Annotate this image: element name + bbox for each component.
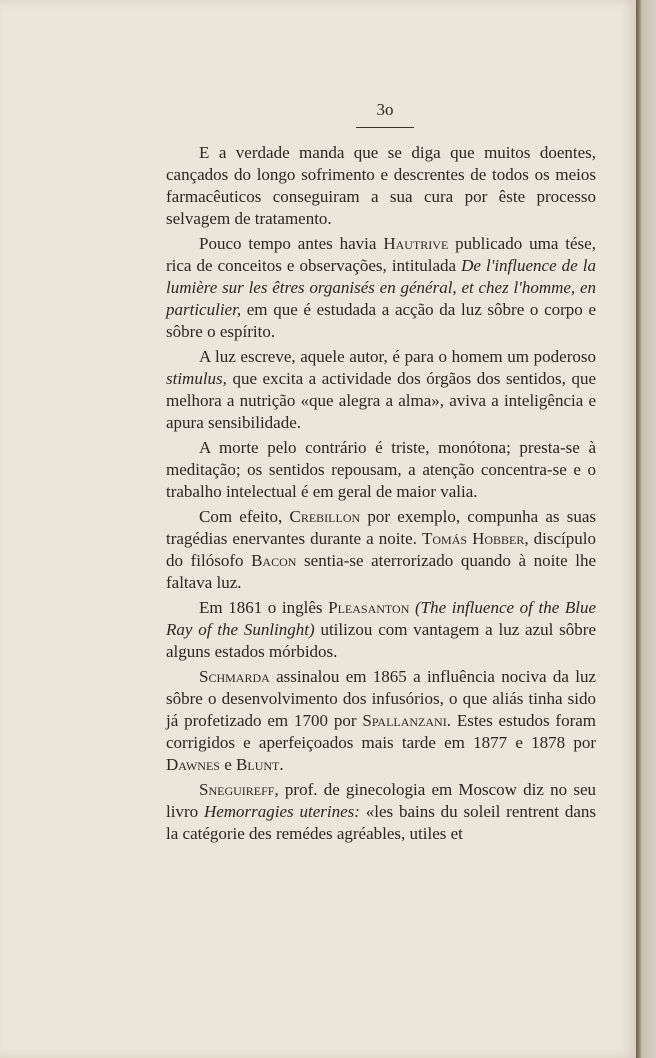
text-run: Pouco tempo antes havia: [199, 234, 384, 253]
text-run: E a verdade manda que se diga que muitos doentes, cançados do longo sofrimento e descrentes de todos os meios farmacêuticos conseguiram a sua cura por êste processo selvagem de tratamento.: [166, 143, 596, 228]
italic-text: (The influence of the Blue Ray of the Sunlinght): [166, 598, 596, 639]
text-run: Em 1861 o inglês: [199, 598, 329, 617]
author-name: Sneguireff: [199, 780, 275, 799]
author-name: Crebillon: [289, 507, 361, 526]
paragraph: [166, 346, 596, 434]
author-name: Dawnes: [166, 755, 220, 774]
text-run: Com efeito,: [199, 507, 290, 526]
body-text: [166, 142, 596, 848]
text-run: .: [279, 755, 284, 774]
author-name: Blunt: [236, 755, 280, 774]
author-name: Bacon: [251, 551, 297, 570]
paragraph: [166, 666, 596, 776]
italic-text: De l'influence de la lumière sur les êtres organisés en général, et chez l'homme, en particulier,: [166, 256, 596, 319]
text-run: e: [219, 755, 237, 774]
author-name: Schmarda: [199, 667, 270, 686]
paragraph: [166, 597, 596, 663]
page-number: 3o: [376, 100, 394, 119]
text-run: em que é estudada a acção da luz sôbre o corpo e sôbre o espírito.: [166, 300, 596, 341]
author-name: Tomás Hobber: [421, 529, 525, 548]
italic-text: Hemorragies uterines:: [203, 802, 360, 821]
paragraph: [166, 506, 596, 594]
text-run: . Estes estudos foram corrigidos e aperfeiçoados mais tarde em 1877 e 1878 por: [166, 711, 596, 752]
page-number-rule: [356, 127, 414, 128]
text-run: , prof. de ginecologia em Moscow diz no seu livro: [166, 780, 596, 821]
text-run: «les bains du soleil rentrent dans la catégorie des remédes agréables, utiles et: [166, 802, 596, 843]
text-run: A morte pelo contrário é triste, monótona; presta-se à meditação; os sentidos repousam, a atenção concentra-se e o trabalho intelectual é em geral de maior valia.: [166, 438, 596, 501]
paragraph: [166, 437, 596, 503]
italic-text: stimulus,: [166, 369, 227, 388]
paragraph: [166, 142, 596, 230]
author-name: Hautrive: [383, 234, 449, 253]
text-run: assinalou em 1865 a influência nociva da luz sôbre o desenvolvimento dos infusórios, o que aliás tinha sido já profetizado em 1700 por: [166, 667, 596, 730]
text-run: A luz escreve, aquele autor, é para o homem um poderoso: [199, 347, 596, 366]
paragraph: [166, 233, 596, 343]
text-run: por exemplo, compunha as suas tragédias enervantes durante a noite.: [166, 507, 597, 548]
text-run: sentia-se aterrorizado quando à noite lhe faltava luz.: [166, 551, 596, 592]
text-run: , discípulo do filósofo: [166, 529, 596, 570]
author-name: Spallanzani: [362, 711, 447, 730]
text-run: publicado uma tése, rica de conceitos e observações, intitulada: [166, 234, 596, 275]
text-run: que excita a actividade dos órgãos dos sentidos, que melhora a nutrição «que alegra a alma», aviva a inteligência e apura sensibilidade.: [166, 369, 596, 432]
paragraph: [166, 779, 596, 845]
page-edge: [636, 0, 656, 1058]
text-run: utilizou com vantagem a luz azul sôbre alguns estados mórbidos.: [166, 620, 596, 661]
author-name: Pleasanton: [328, 598, 410, 617]
